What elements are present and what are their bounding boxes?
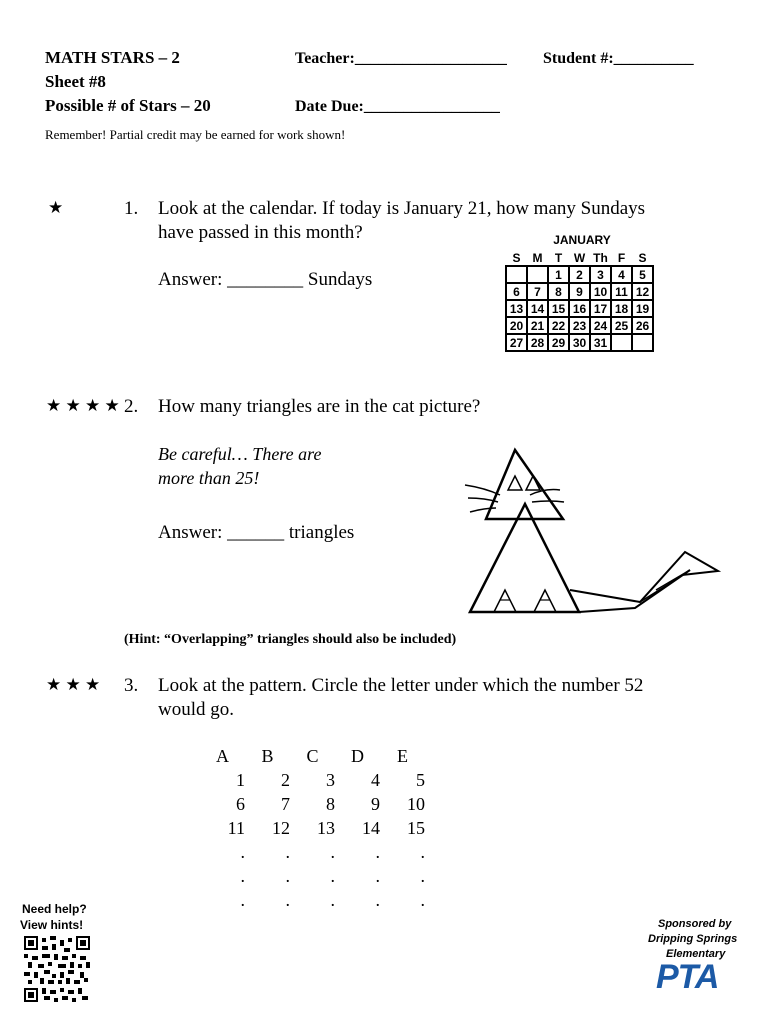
calendar-date: 28	[530, 336, 545, 350]
pattern-dot: .	[240, 865, 245, 886]
pattern-dot: .	[375, 865, 380, 886]
calendar-date: 29	[551, 336, 566, 350]
calendar-date: 25	[614, 319, 629, 333]
calendar-cell	[506, 266, 527, 283]
q2-careful-line2: more than 25!	[158, 468, 260, 488]
calendar-date: 30	[572, 336, 587, 350]
pattern-dot: .	[375, 889, 380, 910]
q2-stars: ★ ★ ★ ★	[46, 396, 120, 415]
pattern-cell: 7	[281, 793, 290, 814]
help-text-line2: View hints!	[20, 918, 84, 932]
pattern-column-header: A	[216, 745, 229, 766]
calendar-date: 10	[593, 285, 608, 299]
calendar-day-header: F	[617, 251, 626, 265]
q2-answer: Answer: ______ triangles	[158, 522, 355, 543]
calendar-date: 20	[509, 319, 524, 333]
pattern-dot: .	[330, 841, 335, 862]
possible-stars: Possible # of Stars – 20	[45, 96, 211, 115]
help-text-line1: Need help?	[22, 902, 87, 916]
calendar-date: 31	[593, 336, 608, 350]
calendar-date: 4	[618, 268, 625, 282]
pattern-cell: 2	[281, 769, 290, 790]
calendar-date: 8	[555, 285, 562, 299]
pattern-dot: .	[330, 865, 335, 886]
pattern-cell: 11	[227, 817, 245, 838]
pattern-column-header: D	[351, 745, 364, 766]
pattern-dot: .	[285, 889, 290, 910]
q3-number: 3.	[124, 675, 139, 696]
calendar-day-header: T	[554, 251, 563, 265]
pattern-cell: 8	[326, 793, 335, 814]
date-due-field: Date Due:_________________	[295, 98, 500, 115]
q1-stars: ★	[48, 198, 64, 217]
student-number-field: Student #:__________	[543, 50, 694, 67]
calendar-date: 12	[635, 285, 650, 299]
cat-picture	[460, 440, 730, 620]
q2-number: 2.	[124, 396, 139, 417]
pattern-cell: 9	[371, 793, 380, 814]
q2-text: How many triangles are in the cat picture?	[158, 396, 481, 417]
pattern-cell: 5	[416, 769, 425, 790]
pattern-column-header: C	[306, 745, 319, 766]
worksheet-title: MATH STARS – 2	[45, 48, 180, 67]
calendar-date: 18	[614, 302, 629, 316]
pattern-column-header: B	[261, 745, 274, 766]
number-pattern-table	[200, 744, 425, 912]
calendar-date: 26	[635, 319, 650, 333]
pattern-dot: .	[375, 841, 380, 862]
pattern-dot: .	[285, 841, 290, 862]
calendar-date: 11	[615, 285, 628, 299]
pattern-column-header: E	[397, 745, 408, 766]
calendar-day-header: S	[512, 251, 521, 265]
pattern-cell: 3	[326, 769, 335, 790]
sponsor-line1: Sponsored by	[658, 918, 732, 930]
calendar-date: 22	[551, 319, 566, 333]
calendar-date: 7	[534, 285, 541, 299]
calendar-date: 6	[513, 285, 520, 299]
pattern-cell: 12	[272, 817, 290, 838]
pattern-dot: .	[420, 841, 425, 862]
calendar-day-header: Th	[593, 251, 608, 265]
calendar-month: JANUARY	[553, 233, 611, 247]
pattern-cell: 6	[236, 793, 245, 814]
calendar-date: 1	[555, 268, 562, 282]
pattern-dot: .	[285, 865, 290, 886]
calendar-date: 23	[572, 319, 587, 333]
reminder-text: Remember! Partial credit may be earned for work shown!	[45, 127, 346, 142]
pattern-cell: 15	[407, 817, 425, 838]
q1-answer: Answer: ________ Sundays	[158, 269, 373, 290]
calendar-date: 21	[530, 319, 545, 333]
qr-code-icon[interactable]	[24, 936, 90, 1002]
pattern-cell: 4	[371, 769, 380, 790]
calendar-day-header: M	[532, 251, 543, 265]
calendar-date: 2	[576, 268, 583, 282]
calendar-date: 3	[597, 268, 604, 282]
pattern-dot: .	[420, 889, 425, 910]
calendar-date: 13	[509, 302, 524, 316]
calendar-image	[500, 230, 660, 358]
q3-text-line2: would go.	[158, 699, 234, 720]
pta-logo: PTA	[656, 958, 719, 996]
sheet-number: Sheet #8	[45, 72, 106, 91]
pattern-cell: 13	[317, 817, 335, 838]
sponsor-line3: Elementary	[666, 948, 726, 960]
calendar-date: 19	[635, 302, 650, 316]
pattern-dot: .	[240, 841, 245, 862]
pattern-cell: 1	[236, 769, 245, 790]
calendar-cell	[611, 334, 632, 351]
q2-hint: (Hint: “Overlapping” triangles should also be included)	[124, 632, 457, 647]
pattern-cell: 14	[362, 817, 380, 838]
q3-stars: ★ ★ ★	[46, 675, 101, 694]
calendar-date: 16	[572, 302, 587, 316]
calendar-date: 14	[530, 302, 545, 316]
teacher-field: Teacher:___________________	[295, 50, 507, 67]
q1-text-line1: Look at the calendar. If today is January 21, how many Sundays	[158, 198, 646, 219]
calendar-day-header: W	[573, 251, 586, 265]
q1-text-line2: have passed in this month?	[158, 222, 363, 243]
calendar-date: 24	[593, 319, 608, 333]
sponsor-line2: Dripping Springs	[648, 933, 738, 945]
pattern-dot: .	[420, 865, 425, 886]
calendar-date: 17	[593, 302, 608, 316]
calendar-date: 9	[576, 285, 583, 299]
calendar-cell	[632, 334, 653, 351]
calendar-cell	[527, 266, 548, 283]
pattern-cell: 10	[407, 793, 425, 814]
q1-number: 1.	[124, 198, 139, 219]
calendar-day-header: S	[638, 251, 647, 265]
calendar-date: 27	[509, 336, 524, 350]
calendar-date: 5	[639, 268, 646, 282]
calendar-date: 15	[551, 302, 566, 316]
q3-text-line1: Look at the pattern. Circle the letter under which the number 52	[158, 675, 644, 696]
q2-careful-line1: Be careful… There are	[158, 444, 322, 464]
pattern-dot: .	[330, 889, 335, 910]
pattern-dot: .	[240, 889, 245, 910]
